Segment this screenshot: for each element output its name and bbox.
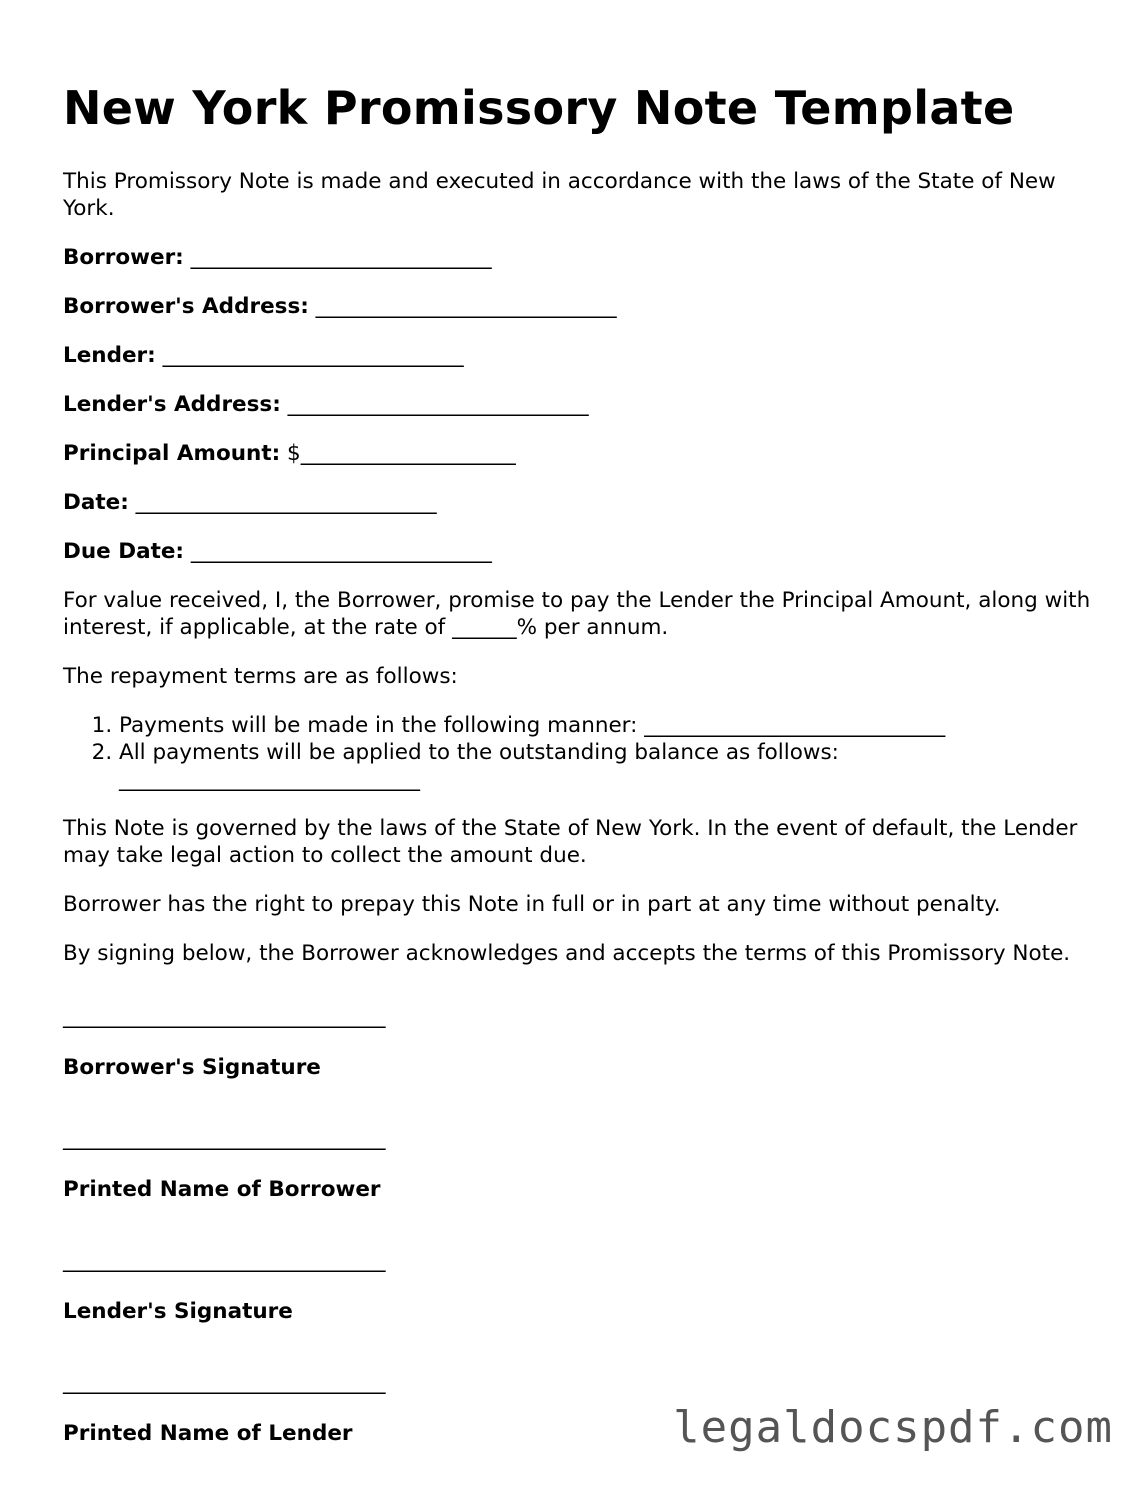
field-label: Lender:	[63, 343, 156, 368]
field-blank: ____________________________	[155, 343, 464, 368]
field-lender	[63, 342, 1093, 369]
field-blank: ____________________________	[128, 490, 437, 515]
governing-law-paragraph: This Note is governed by the laws of the State of New York. In the event of default, the Lender may take legal action to collect the amount due.	[63, 816, 1078, 868]
field-blank: ____________________________	[308, 294, 617, 319]
borrower-printed-name-label: Printed Name of Borrower	[63, 1177, 381, 1202]
signature-line: ______________________________	[63, 1370, 386, 1395]
terms-intro: The repayment terms are as follows:	[63, 664, 458, 689]
promise-paragraph: For value received, I, the Borrower, promise to pay the Lender the Principal Amount, along with interest, if applicable, at the rate of ______% per annum.	[63, 588, 1091, 640]
lender-printed-name-label: Printed Name of Lender	[63, 1421, 353, 1446]
signature-line: ______________________________	[63, 1126, 386, 1151]
field-date	[63, 489, 1093, 516]
field-blank: ____________________________	[280, 392, 589, 417]
field-label: Principal Amount:	[63, 441, 281, 466]
field-blank: $____________________	[280, 441, 516, 466]
field-borrower	[63, 244, 1093, 271]
list-item: 1. Payments will be made in the following manner: ____________________________	[119, 712, 1093, 739]
document-title: New York Promissory Note Template	[63, 81, 1015, 135]
field-blank: ____________________________	[183, 245, 492, 270]
field-label: Due Date:	[63, 539, 185, 564]
repayment-terms-list	[63, 712, 1093, 793]
field-due-date	[63, 538, 1093, 565]
field-label: Borrower:	[63, 245, 184, 270]
list-item: 2. All payments will be applied to the outstanding balance as follows: ____________________________	[119, 739, 1093, 793]
borrower-signature-label: Borrower's Signature	[63, 1055, 321, 1080]
watermark: legaldocspdf.com	[673, 1402, 1113, 1453]
signature-line: ______________________________	[63, 1004, 386, 1029]
field-blank: ____________________________	[184, 539, 492, 564]
field-label: Date:	[63, 490, 129, 515]
field-lender-address	[63, 391, 1093, 418]
field-principal-amount	[63, 440, 1093, 467]
document-page	[63, 78, 1093, 1491]
field-label: Borrower's Address:	[63, 294, 309, 319]
field-label: Lender's Address:	[63, 392, 281, 417]
prepayment-paragraph: Borrower has the right to prepay this Note in full or in part at any time without penalty.	[63, 892, 1001, 917]
field-borrower-address	[63, 293, 1093, 320]
signature-block	[63, 1003, 1093, 1447]
acknowledgement-paragraph: By signing below, the Borrower acknowledges and accepts the terms of this Promissory Note.	[63, 941, 1071, 966]
lender-signature-label: Lender's Signature	[63, 1299, 293, 1324]
signature-line: ______________________________	[63, 1248, 386, 1273]
intro-paragraph: This Promissory Note is made and executed in accordance with the laws of the State of New York.	[63, 169, 1056, 221]
